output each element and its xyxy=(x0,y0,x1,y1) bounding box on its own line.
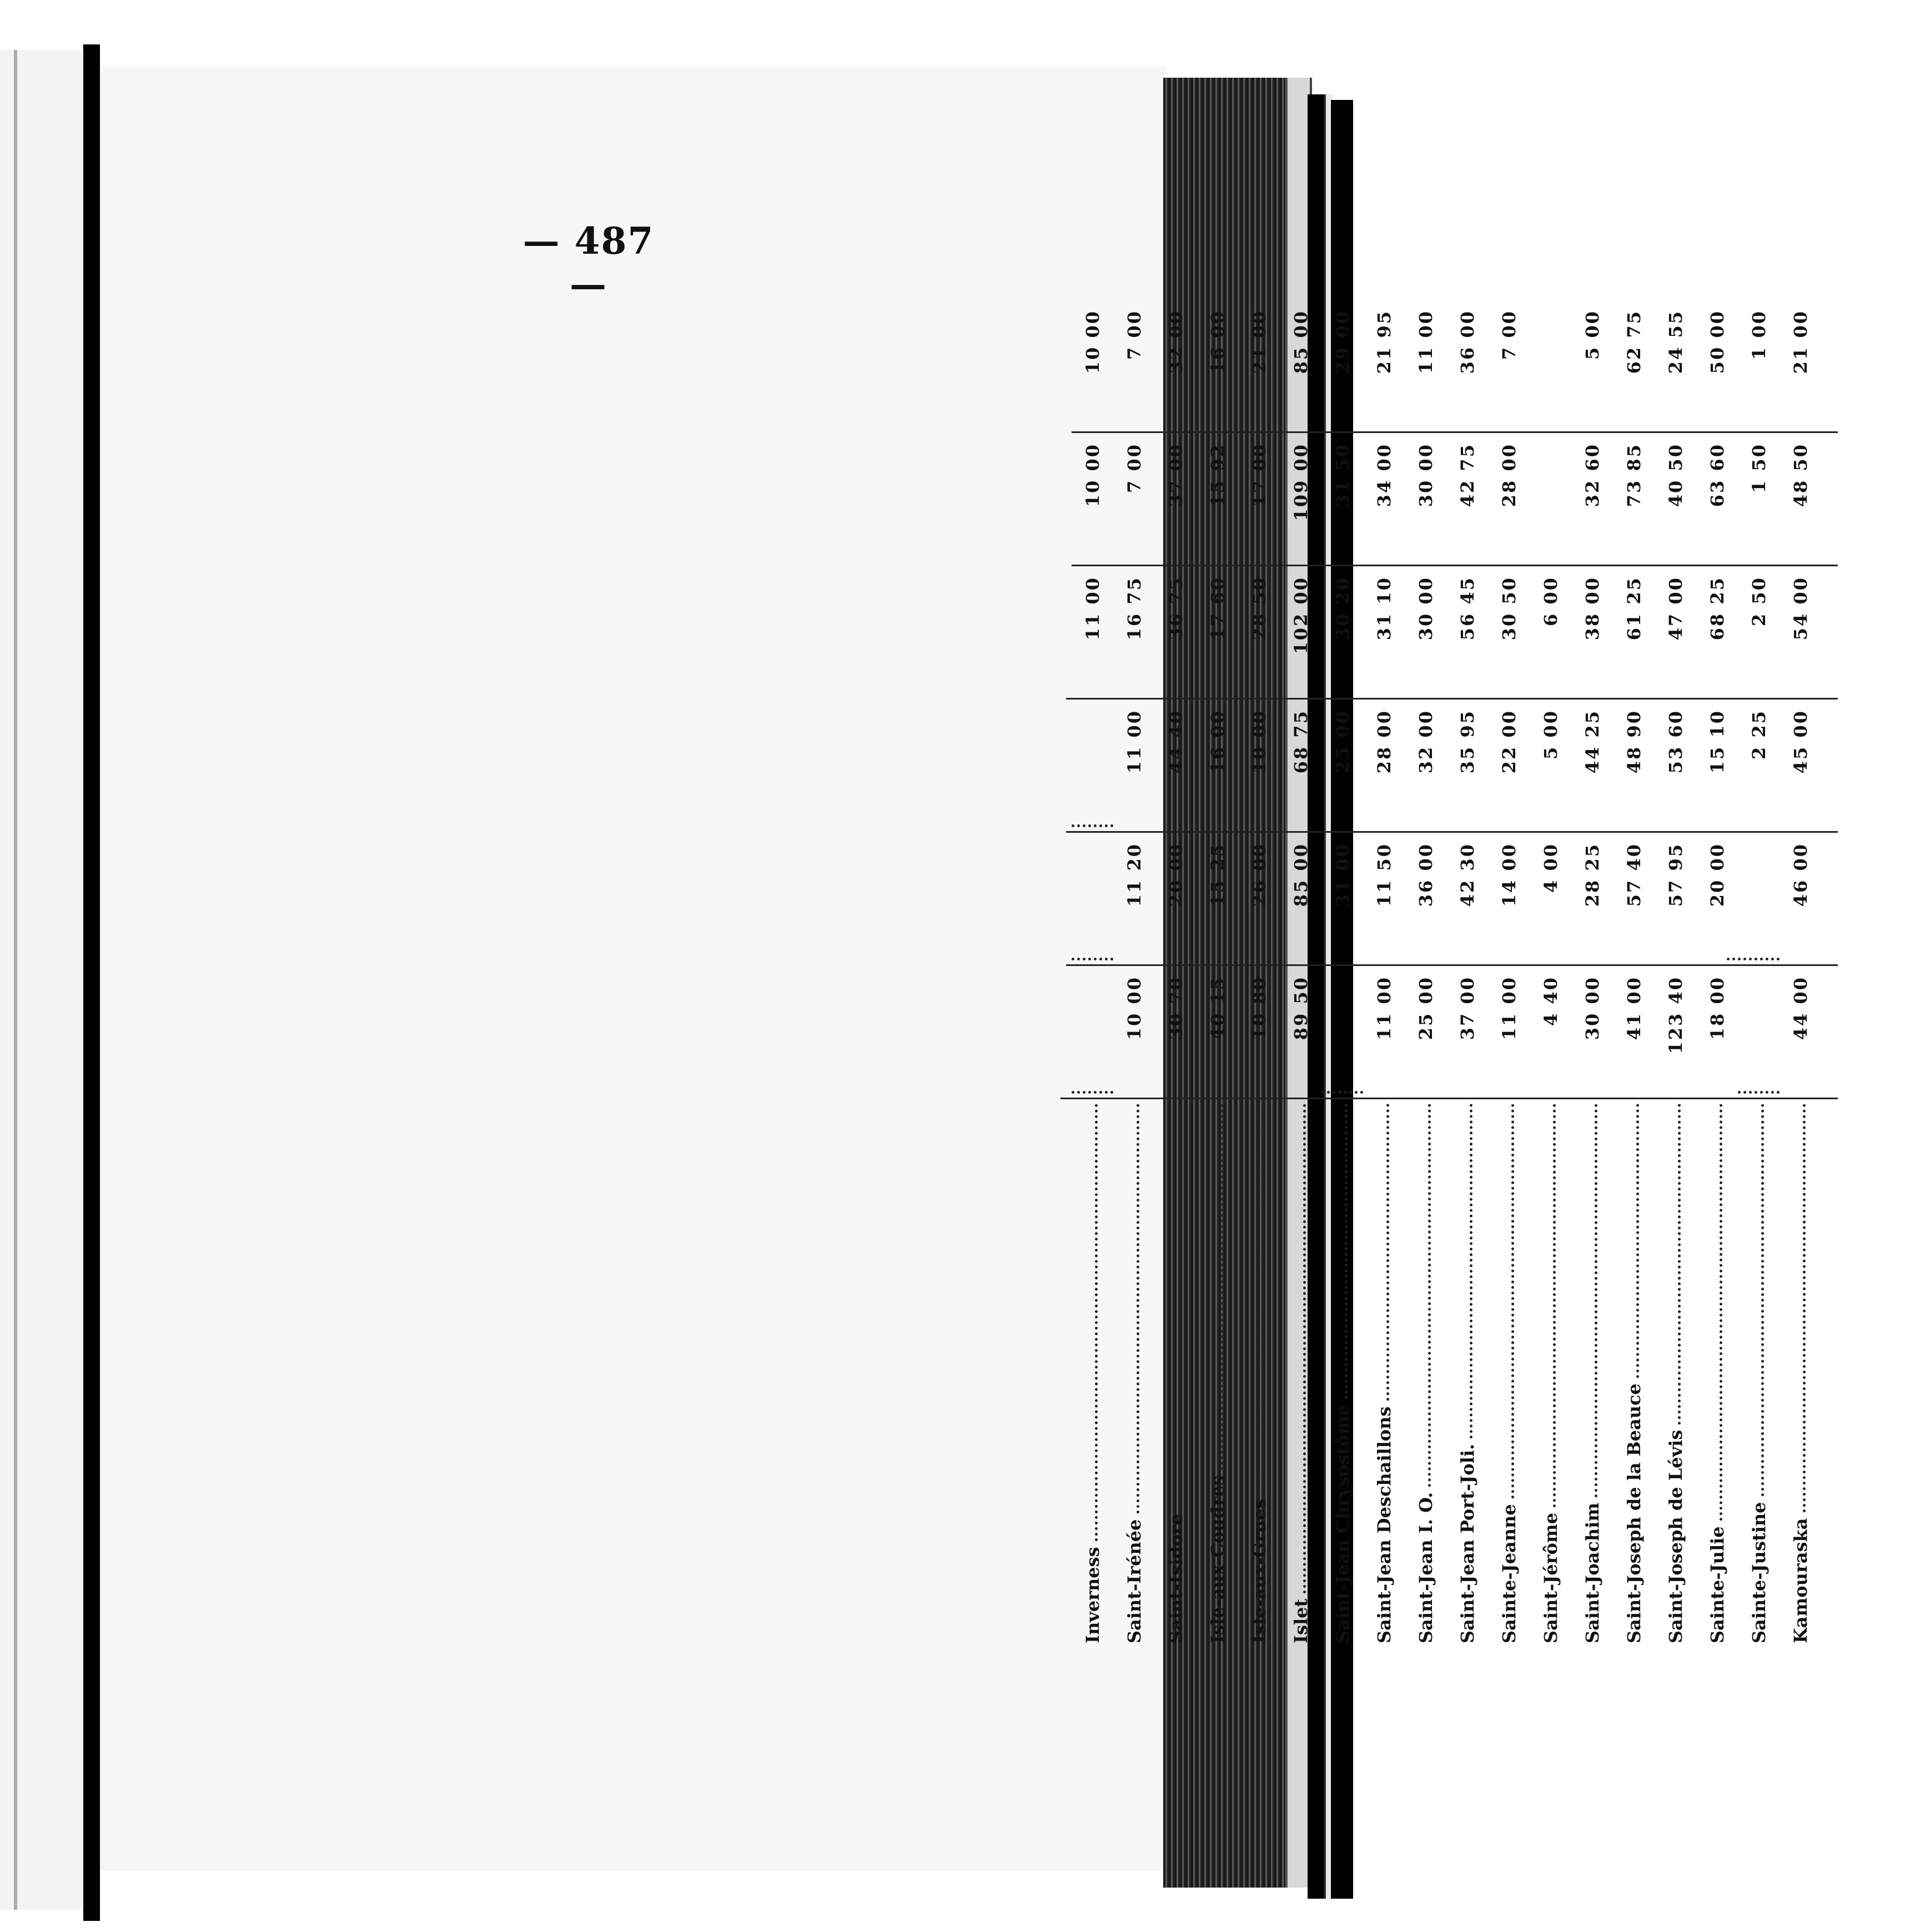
value-cell: 16 00 xyxy=(1207,310,1228,374)
value-cell: 41 00 xyxy=(1623,976,1645,1040)
value-cell: 44 00 xyxy=(1790,976,1811,1040)
value-cell: 47 00 xyxy=(1665,576,1686,641)
value-cell: 54 00 xyxy=(1790,576,1811,641)
value-cell: 109 00 xyxy=(1290,443,1311,521)
value-cell: 30 50 xyxy=(1498,576,1520,641)
value-cell: 25 00 xyxy=(1331,710,1353,774)
value-cell: 10 00 xyxy=(1082,443,1103,507)
value-cell: 10 00 xyxy=(1248,710,1270,774)
value-cell: 56 45 xyxy=(1456,576,1478,641)
empty-cell-dots xyxy=(1072,958,1113,960)
value-cell: 102 00 xyxy=(1290,576,1311,655)
row-name: Islet xyxy=(1290,1598,1311,1643)
row-name-cell xyxy=(1113,1099,1155,1654)
value-cell xyxy=(1530,433,1571,566)
dot-leader xyxy=(1511,1104,1514,1498)
row-name-cell xyxy=(1738,1099,1780,1654)
value-cell: 36 00 xyxy=(1456,310,1478,374)
row-name: Saint-Jean Chrysostôme xyxy=(1331,1405,1353,1643)
row-name-cell xyxy=(1155,1099,1197,1654)
value-cell: 44 25 xyxy=(1581,710,1603,774)
dot-leader xyxy=(1595,1104,1597,1497)
value-cell: 11 00 xyxy=(1123,710,1145,774)
value-cell: 48 50 xyxy=(1790,443,1811,507)
row-name-cell xyxy=(1446,1099,1488,1654)
value-cell: 24 55 xyxy=(1665,310,1686,374)
row-name: Sainte-Justine xyxy=(1748,1502,1770,1643)
empty-cell-dots xyxy=(1738,1091,1780,1094)
row-name: Sainte-Jeanne xyxy=(1498,1504,1520,1643)
row-name: Saint-Irénée xyxy=(1123,1519,1145,1643)
value-cell: 5 00 xyxy=(1540,710,1561,759)
value-cell: 31 50 xyxy=(1331,443,1353,507)
value-cell: 32 60 xyxy=(1581,443,1603,507)
empty-cell-dots xyxy=(1321,1091,1363,1094)
value-cell: 10 00 xyxy=(1082,310,1103,374)
dot-leader xyxy=(1261,1104,1264,1493)
value-cell: 37 00 xyxy=(1165,443,1187,507)
facing-page-edge xyxy=(0,50,83,1910)
dot-leader xyxy=(1137,1104,1139,1514)
value-cell: 29 00 xyxy=(1331,310,1353,374)
value-cell: 26 00 xyxy=(1248,843,1270,907)
value-cell: 10 00 xyxy=(1123,976,1145,1040)
dot-leader xyxy=(1428,1104,1431,1487)
value-cell: 36 00 xyxy=(1415,843,1436,907)
row-name-cell xyxy=(1613,1099,1655,1654)
value-cell: 40 15 xyxy=(1207,976,1228,1040)
value-cell: 5 00 xyxy=(1581,310,1603,360)
value-cell: 30 00 xyxy=(1415,576,1436,641)
row-name-cell xyxy=(1072,1099,1113,1654)
value-cell: 62 75 xyxy=(1623,310,1645,374)
value-cell: 42 30 xyxy=(1456,843,1478,907)
value-cell: 68 75 xyxy=(1290,710,1311,774)
value-cell: 28 00 xyxy=(1373,710,1395,774)
value-cell: 28 00 xyxy=(1498,443,1520,507)
value-cell xyxy=(1321,966,1363,1099)
value-cell: 15 92 xyxy=(1207,443,1228,507)
value-cell: 53 60 xyxy=(1665,710,1686,774)
row-name: Saint-Joachim xyxy=(1581,1502,1603,1643)
value-cell: 7 00 xyxy=(1123,443,1145,493)
value-cell: 18 00 xyxy=(1706,976,1728,1040)
value-cell: 20 00 xyxy=(1165,843,1187,907)
dot-leader xyxy=(1678,1104,1681,1425)
row-name-cell xyxy=(1696,1099,1738,1654)
value-cell: 37 00 xyxy=(1456,976,1478,1040)
value-cell xyxy=(1738,966,1780,1099)
empty-cell-dots xyxy=(1072,824,1113,827)
value-cell: 28 50 xyxy=(1248,576,1270,641)
dot-leader xyxy=(1178,1104,1181,1508)
page-number: — 487 — xyxy=(522,219,655,306)
dot-leader xyxy=(1720,1104,1722,1521)
value-cell: 48 90 xyxy=(1623,710,1645,774)
dot-leader xyxy=(1303,1104,1306,1593)
row-name-cell xyxy=(1363,1099,1405,1654)
value-cell: 28 25 xyxy=(1581,843,1603,907)
value-cell: 2 50 xyxy=(1748,576,1770,626)
value-cell: 21 95 xyxy=(1373,310,1395,374)
row-name: Kamouraska xyxy=(1790,1518,1811,1643)
value-cell: 7 00 xyxy=(1123,310,1145,360)
value-cell: 17 60 xyxy=(1207,576,1228,641)
value-cell: 25 00 xyxy=(1415,976,1436,1040)
value-cell: 31 00 xyxy=(1331,843,1353,907)
value-cell xyxy=(1530,300,1571,433)
column-rule xyxy=(1066,831,1838,833)
row-name: Isle-aux-Grues xyxy=(1248,1498,1270,1643)
dot-leader xyxy=(1803,1104,1806,1512)
dot-leader xyxy=(1345,1104,1348,1399)
value-cell: 30 70 xyxy=(1165,976,1187,1040)
row-name-cell xyxy=(1280,1099,1321,1654)
value-cell: 17 00 xyxy=(1248,443,1270,507)
row-name: Saint-Isidore xyxy=(1165,1513,1187,1643)
row-name: Isle-aux-Coudres xyxy=(1207,1475,1228,1643)
value-cell: 7 00 xyxy=(1498,310,1520,360)
value-cell: 38 00 xyxy=(1581,576,1603,641)
value-cell: 10 80 xyxy=(1248,976,1270,1040)
row-name: Saint-Joseph de Lévis xyxy=(1665,1430,1686,1643)
value-cell: 11 50 xyxy=(1373,843,1395,907)
value-cell: 63 60 xyxy=(1706,443,1728,507)
row-name-cell xyxy=(1321,1099,1363,1654)
value-cell: 61 25 xyxy=(1623,576,1645,641)
value-cell: 89 50 xyxy=(1290,976,1311,1040)
value-cell: 21 00 xyxy=(1248,310,1270,374)
value-cell: 16 00 xyxy=(1207,710,1228,774)
value-cell: 50 00 xyxy=(1706,310,1728,374)
column-rule xyxy=(1060,1098,1838,1099)
value-cell xyxy=(1738,833,1780,966)
value-cell: 46 00 xyxy=(1790,843,1811,907)
row-name-cell xyxy=(1405,1099,1446,1654)
value-cell: 73 85 xyxy=(1623,443,1645,507)
row-name-cell xyxy=(1197,1099,1238,1654)
row-name-cell xyxy=(1571,1099,1613,1654)
rotated-table xyxy=(1049,155,1910,1654)
value-cell: 123 40 xyxy=(1665,976,1686,1054)
value-cell: 35 95 xyxy=(1456,710,1478,774)
value-cell: 21 00 xyxy=(1790,310,1811,374)
dot-leader xyxy=(1386,1104,1389,1401)
value-cell: 14 00 xyxy=(1498,843,1520,907)
row-name: Saint-Jean Deschaillons xyxy=(1373,1406,1395,1643)
dot-leader xyxy=(1220,1104,1223,1470)
value-cell: 22 00 xyxy=(1498,710,1520,774)
row-name: Inverness xyxy=(1082,1547,1103,1643)
value-cell: 1 00 xyxy=(1748,310,1770,360)
dot-leader xyxy=(1761,1104,1764,1496)
row-name-cell xyxy=(1530,1099,1571,1654)
value-cell: 16 75 xyxy=(1123,576,1145,641)
row-name-cell xyxy=(1780,1099,1821,1654)
column-rule xyxy=(1066,698,1838,700)
value-cell: 57 40 xyxy=(1623,843,1645,907)
value-cell: 30 00 xyxy=(1415,443,1436,507)
value-cell: 34 00 xyxy=(1373,443,1395,507)
value-cell: 32 00 xyxy=(1165,310,1187,374)
value-cell: 68 25 xyxy=(1706,576,1728,641)
value-cell: 11 00 xyxy=(1082,576,1103,641)
value-cell: 85 00 xyxy=(1290,843,1311,907)
dot-leader xyxy=(1470,1104,1472,1438)
value-cell: 30 00 xyxy=(1581,976,1603,1040)
row-name-cell xyxy=(1488,1099,1530,1654)
column-rule xyxy=(1072,565,1838,566)
row-name-cell xyxy=(1238,1099,1280,1654)
value-cell: 32 00 xyxy=(1415,710,1436,774)
column-rule xyxy=(1072,431,1838,433)
value-cell: 2 25 xyxy=(1748,710,1770,759)
row-name: Saint-Jean Port-Joli. xyxy=(1456,1443,1478,1643)
value-cell: 15 10 xyxy=(1706,710,1728,774)
row-name: Saint-Jérôme xyxy=(1540,1512,1561,1643)
row-name-cell xyxy=(1655,1099,1696,1654)
data-table xyxy=(1072,155,1821,1654)
value-cell: 85 00 xyxy=(1290,310,1311,374)
value-cell xyxy=(1072,833,1113,966)
dot-leader xyxy=(1636,1104,1639,1378)
empty-cell-dots xyxy=(1727,958,1780,960)
value-cell: 11 00 xyxy=(1415,310,1436,374)
value-cell: 36 75 xyxy=(1165,576,1187,641)
row-name: Sainte-Julie xyxy=(1706,1526,1728,1643)
book-page xyxy=(100,67,1166,1871)
value-cell: 30 20 xyxy=(1331,576,1353,641)
value-cell: 40 50 xyxy=(1665,443,1686,507)
row-name: Saint-Jean I. O. xyxy=(1415,1492,1436,1643)
column-rule xyxy=(1066,964,1838,966)
value-cell: 42 75 xyxy=(1456,443,1478,507)
dot-leader xyxy=(1095,1104,1098,1541)
value-cell: 11 20 xyxy=(1123,843,1145,907)
value-cell: 44 40 xyxy=(1165,710,1187,774)
value-cell: 11 00 xyxy=(1373,976,1395,1040)
book-gutter xyxy=(83,44,100,1921)
value-cell: 31 10 xyxy=(1373,576,1395,641)
value-cell: 15 25 xyxy=(1207,843,1228,907)
dot-leader xyxy=(1553,1104,1556,1507)
empty-cell-dots xyxy=(1072,1091,1113,1094)
value-cell xyxy=(1072,700,1113,833)
value-cell: 6 00 xyxy=(1540,576,1561,626)
value-cell xyxy=(1072,966,1113,1099)
value-cell: 4 40 xyxy=(1540,976,1561,1026)
value-cell: 11 00 xyxy=(1498,976,1520,1040)
value-cell: 20 00 xyxy=(1706,843,1728,907)
value-cell: 45 00 xyxy=(1790,710,1811,774)
value-cell: 57 95 xyxy=(1665,843,1686,907)
row-name: Saint-Joseph de la Beauce xyxy=(1623,1383,1645,1643)
value-cell: 1 50 xyxy=(1748,443,1770,493)
value-cell: 4 00 xyxy=(1540,843,1561,893)
